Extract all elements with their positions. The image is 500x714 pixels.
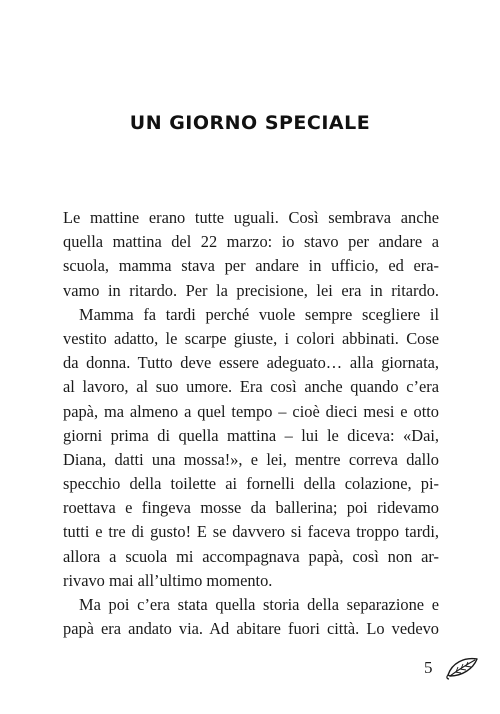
text-line: Diana, datti una mossa!», e lei, mentre correva dallo [63, 449, 439, 469]
text-line: quella mattina del 22 marzo: io stavo per andare a [63, 232, 439, 252]
text-line: Mamma fa tardi perché vuole sempre scegliere il [79, 304, 439, 324]
text-line: specchio della toilette ai fornelli della colazione, pi- [63, 474, 439, 494]
text-line: vestito adatto, le scarpe giuste, i colori abbinati. Cose [63, 328, 439, 348]
page-number: 5 [424, 658, 433, 677]
text-line: giorni prima di quella mattina – lui le diceva: «Dai, [63, 425, 439, 445]
text-line: rivavo mai all’ultimo momento. [63, 570, 273, 590]
text-line: scuola, mamma stava per andare in ufficio, ed era- [63, 256, 439, 276]
text-line: roettava e fingeva mosse da ballerina; poi ridevamo [63, 498, 439, 518]
text-line: al lavoro, al suo umore. Era così anche quando c’era [63, 377, 439, 397]
chapter-title: UN GIORNO SPECIALE [129, 112, 371, 134]
text-line: tutti e tre di gusto! E se davvero si faceva troppo tardi, [63, 522, 439, 542]
paragraph-2 [63, 303, 439, 593]
text-line: papà era andato via. Ad abitare fuori città. Lo vedevo [63, 619, 439, 639]
body-text [63, 206, 439, 641]
text-line: da donna. Tutto deve essere adeguato… alla giornata, [63, 353, 439, 373]
text-line: allora a scuola mi accompagnava papà, così non ar- [63, 546, 439, 566]
text-line: Ma poi c’era stata quella storia della separazione e [79, 595, 439, 614]
text-line: vamo in ritardo. Per la precisione, lei era in ritardo. [63, 280, 439, 300]
text-line: Le mattine erano tutte uguali. Così sembrava anche [63, 208, 439, 227]
text-line: papà, ma almeno a quel tempo – cioè dieci mesi e otto [63, 401, 439, 421]
leaf-icon [446, 655, 480, 681]
paragraph-1 [63, 206, 439, 303]
paragraph-3 [63, 593, 439, 641]
